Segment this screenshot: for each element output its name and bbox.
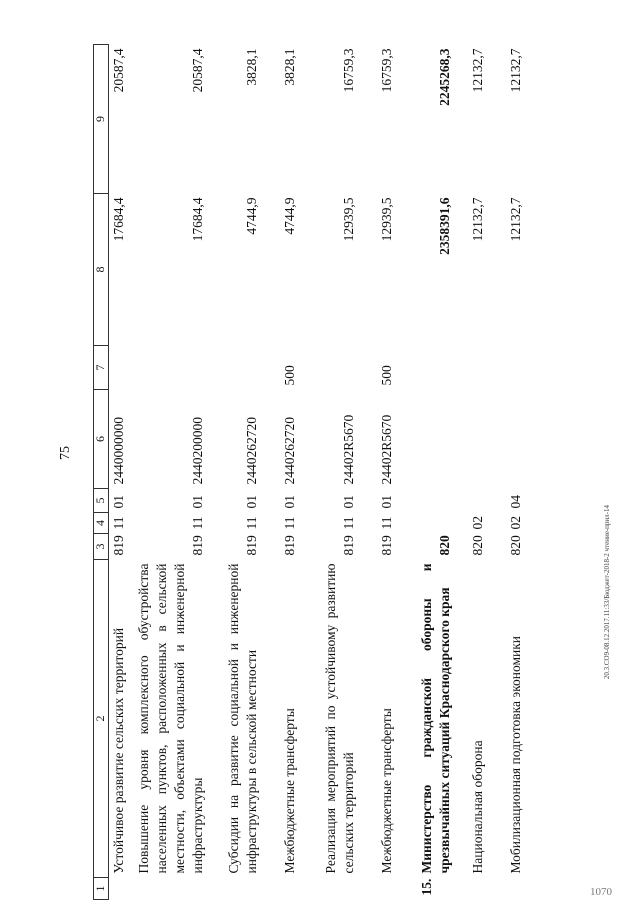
table-row — [377, 45, 418, 900]
row-number — [468, 878, 506, 900]
row-name: Межбюджетные трансферты — [378, 708, 394, 874]
ministry-code: 819 — [340, 535, 356, 556]
expense-type: 500 — [378, 365, 394, 386]
header-cell: 1 — [94, 878, 109, 900]
amount-2019: 12132,7 — [470, 48, 486, 93]
row-number — [377, 878, 418, 900]
row-number — [280, 878, 321, 900]
subsection-code: 01 — [243, 495, 259, 509]
expense-type — [321, 346, 377, 390]
row-name: Мобилизационная подготовка экономики — [508, 635, 524, 874]
table-row — [468, 45, 506, 900]
row-name: Реализация мероприятий по устойчивому развитию сельских территорий — [322, 563, 356, 874]
target-article: 2440200000 — [189, 417, 205, 485]
header-cell: 3 — [94, 534, 109, 560]
ministry-code: 819 — [189, 535, 205, 556]
row-name: Субсидии на развитие социальной и инженерной инфраструктуры в сельской местности — [225, 563, 259, 874]
amount-2018: 17684,4 — [111, 197, 126, 242]
amount-2018: 4744,9 — [281, 197, 297, 235]
row-name: Повышение уровня комплексного обустройства населенных пунктов, расположенных в сельской местности, объектами социальной и инженерной инфраструктуры — [135, 563, 205, 874]
expense-type: 500 — [281, 365, 297, 386]
amount-2019: 20587,4 — [189, 48, 205, 93]
amount-2018: 12939,5 — [340, 197, 356, 242]
amount-2019: 2245268,3 — [437, 48, 453, 106]
subsection-code: 01 — [189, 495, 205, 509]
header-cell: 9 — [94, 45, 109, 194]
target-article — [506, 390, 525, 489]
target-article: 24402R5670 — [340, 414, 356, 485]
section-code: 11 — [243, 516, 259, 530]
expense-type — [134, 346, 224, 390]
amount-2018: 12132,7 — [470, 197, 486, 242]
ministry-code: 819 — [281, 535, 297, 556]
target-article: 2440262720 — [281, 417, 297, 485]
subsection-code — [468, 489, 506, 513]
header-cell: 8 — [94, 194, 109, 346]
ministry-code: 819 — [111, 535, 126, 556]
expense-type — [506, 346, 525, 390]
section-code: 11 — [189, 516, 205, 530]
expense-type — [468, 346, 506, 390]
table-row — [224, 45, 280, 900]
section-code: 11 — [340, 516, 356, 530]
amount-2018: 12132,7 — [508, 197, 524, 242]
header-cell: 4 — [94, 513, 109, 534]
target-article — [468, 390, 506, 489]
amount-2019: 20587,4 — [111, 48, 126, 93]
document-side-note: 20.3.СО9-08.12.2017.11:33/Бюджет-2018-2 чтение-прил-14 — [603, 505, 611, 680]
section-code: 11 — [281, 516, 297, 530]
section-code: 11 — [111, 516, 126, 530]
table-row — [280, 45, 321, 900]
expense-type — [109, 346, 134, 390]
row-name: Устойчивое развитие сельских территорий — [111, 627, 126, 874]
section-code: 02 — [470, 516, 486, 530]
page-number: 75 — [58, 446, 73, 460]
sheet-number: 1070 — [590, 886, 612, 898]
row-name: Министерство гражданской обороны и чрезвычайных ситуаций Краснодарского края — [419, 563, 453, 874]
amount-2018: 12939,5 — [378, 197, 394, 242]
section-code — [417, 513, 468, 534]
subsection-code: 01 — [340, 495, 356, 509]
expense-type — [224, 346, 280, 390]
row-number — [109, 878, 134, 900]
header-cell: 7 — [94, 346, 109, 390]
target-article: 24402R5670 — [378, 414, 394, 485]
header-cell: 5 — [94, 489, 109, 513]
ministry-code: 820 — [437, 535, 453, 556]
table-row — [134, 45, 224, 900]
header-cell: 2 — [94, 560, 109, 878]
amount-2019: 16759,3 — [378, 48, 394, 93]
header-cell: 6 — [94, 390, 109, 489]
subsection-code: 04 — [508, 495, 524, 509]
amount-2018: 2358391,6 — [437, 197, 453, 255]
table-row — [506, 45, 525, 900]
subsection-code — [417, 489, 468, 513]
table-row — [417, 45, 468, 900]
row-number — [321, 878, 377, 900]
amount-2019: 12132,7 — [508, 48, 524, 93]
target-article — [417, 390, 468, 489]
section-code: 11 — [378, 516, 394, 530]
amount-2018: 17684,4 — [189, 197, 205, 242]
row-name: Межбюджетные трансферты — [281, 708, 297, 874]
ministry-code: 819 — [243, 535, 259, 556]
amount-2019: 16759,3 — [340, 48, 356, 93]
subsection-code: 01 — [378, 495, 394, 509]
ministry-code: 820 — [508, 535, 524, 556]
amount-2019: 3828,1 — [243, 48, 259, 86]
amount-2019: 3828,1 — [281, 48, 297, 86]
row-number — [134, 878, 224, 900]
row-number: 15. — [419, 878, 435, 896]
table-row — [109, 45, 134, 900]
subsection-code: 01 — [281, 495, 297, 509]
expense-type — [417, 346, 468, 390]
section-code: 02 — [508, 516, 524, 530]
budget-table — [93, 44, 525, 900]
row-number — [506, 878, 525, 900]
ministry-code: 819 — [378, 535, 394, 556]
row-number — [224, 878, 280, 900]
subsection-code: 01 — [111, 495, 126, 509]
row-name: Национальная оборона — [470, 740, 486, 874]
rotated-content — [93, 45, 613, 900]
target-article: 2440262720 — [243, 417, 259, 485]
table-header-row — [94, 45, 109, 900]
ministry-code: 820 — [470, 535, 486, 556]
target-article: 2440000000 — [111, 417, 126, 485]
amount-2018: 4744,9 — [243, 197, 259, 235]
table-row — [321, 45, 377, 900]
